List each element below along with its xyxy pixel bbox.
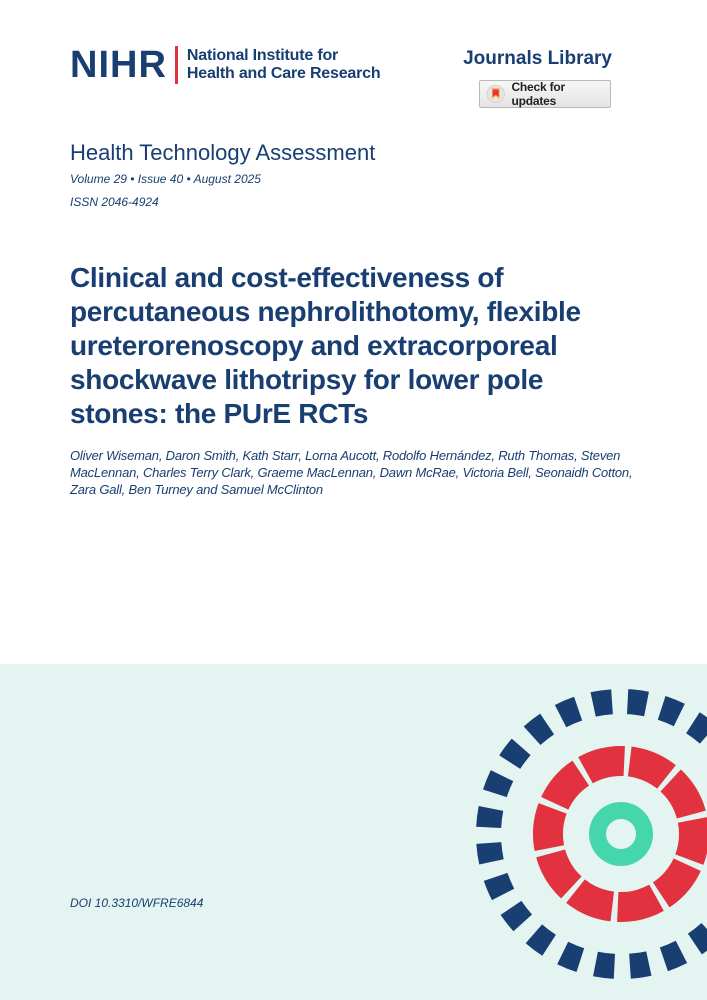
- logo-line-1: National Institute for: [186, 47, 339, 64]
- inner-segment: [578, 746, 625, 783]
- outer-dash: [483, 770, 513, 797]
- outer-dash: [593, 952, 615, 979]
- emblem-center: [606, 819, 636, 849]
- outer-dash: [524, 714, 554, 745]
- logo-divider: [175, 46, 178, 84]
- bookmark-badge-icon: [486, 84, 505, 104]
- outer-dash: [686, 712, 707, 743]
- logo-line-2: Health and Care Research: [186, 65, 381, 82]
- outer-dash: [591, 689, 613, 716]
- inner-segment: [617, 885, 664, 922]
- outer-dash: [499, 739, 530, 769]
- check-for-updates-label: Check for updates: [511, 80, 566, 108]
- outer-dash: [688, 923, 707, 954]
- issue-line: Volume 29 • Issue 40 • August 2025: [70, 172, 261, 186]
- outer-dash: [627, 689, 649, 716]
- outer-dash: [557, 942, 584, 972]
- inner-segment: [533, 803, 567, 851]
- outer-dash: [484, 873, 514, 900]
- outer-dash: [658, 696, 685, 726]
- issn: ISSN 2046-4924: [70, 195, 159, 209]
- logo-fullname: [187, 47, 381, 83]
- inner-segment: [675, 817, 707, 865]
- journals-library-label: Journals Library: [463, 48, 612, 69]
- outer-dash: [660, 941, 687, 971]
- outer-dash: [555, 697, 582, 727]
- journal-name: Health Technology Assessment: [70, 140, 376, 165]
- check-for-updates-button[interactable]: [479, 80, 611, 108]
- outer-dash: [629, 951, 651, 978]
- inner-segment: [536, 849, 581, 898]
- nihr-logo: [70, 46, 380, 84]
- article-title: Clinical and cost-effectiveness of percutaneous nephrolithotomy, flexible ureterorenoscopy and extracorporeal shockwave lithotripsy for lower pole stones: the PUrE RCTs: [70, 262, 581, 429]
- inner-segment: [628, 747, 676, 789]
- inner-segment: [660, 770, 705, 819]
- concentric-rings-emblem: [476, 689, 707, 1000]
- outer-dash: [526, 924, 556, 955]
- author-list: Oliver Wiseman, Daron Smith, Kath Starr, Lorna Aucott, Rodolfo Hernández, Ruth Thomas, Steven MacLennan, Charles Terry Clark, Graeme MacLennan, Dawn McRae, Victoria Bell, Seonaidh Cotton, Zara Gall, Ben Turney and Samuel McClinton: [70, 448, 633, 497]
- inner-segment: [541, 761, 589, 810]
- inner-segment: [653, 858, 701, 907]
- inner-segment: [566, 879, 614, 921]
- outer-dash: [476, 806, 503, 828]
- outer-dash: [501, 901, 532, 931]
- doi: DOI 10.3310/WFRE6844: [70, 896, 204, 910]
- outer-dash: [476, 842, 503, 864]
- logo-word: NIHR: [70, 44, 167, 86]
